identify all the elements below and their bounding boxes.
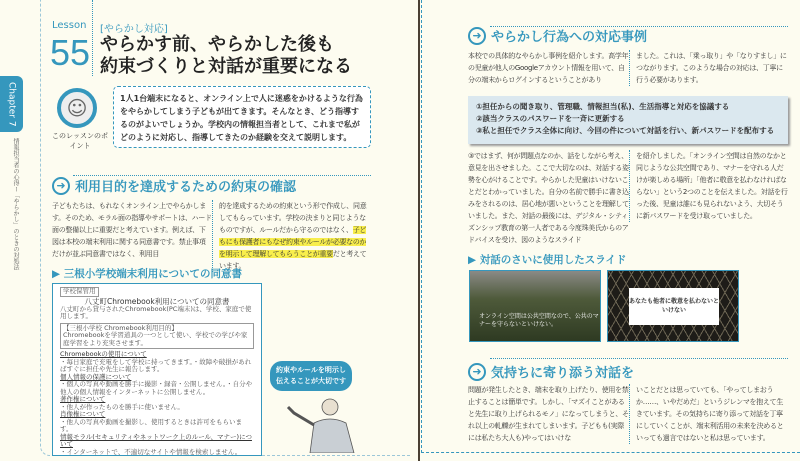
body-text-left: ③ではまず、何が問題点なのか、話をしながら考え、意見を出させました。ここで大切なのは、対話する姿勢を心がけることです。やらかした児童はいけないことだとわかっていました。自分の名前で勝手に書き込みをされるのは、居心地が悪いということを理解していました。また、対話の最後には、デジタル・シティズンシップ教育の第一人者である今度珠美氏からのアドバイスを受け、図のようなスライド bbox=[468, 152, 629, 244]
speech-bubble: 約束やルールを明示し伝えることが大切です bbox=[270, 361, 352, 391]
doc-item-heading: Chromebookの使用について bbox=[60, 350, 147, 358]
doc-item-heading: 肖像権について bbox=[60, 410, 106, 418]
arrow-right-circle-icon: ➜ bbox=[52, 177, 70, 195]
book-spine bbox=[418, 0, 420, 461]
heading-text: 利用目的を達成するための約束の確認 bbox=[75, 180, 297, 195]
body-text-right bbox=[212, 200, 372, 272]
doc-intro: 八丈町から貸与されたChromebook(PC端末)は、学校、家庭で使用します。 bbox=[60, 304, 252, 320]
doc-item-text: ・毎日家庭で充電をして学校に持ってきます。・故障や破損があればすぐに担任や先生に報告します。 bbox=[60, 357, 252, 373]
lesson-number: 55 bbox=[50, 32, 91, 73]
heading-text: やらかし行為への対応事例 bbox=[491, 30, 648, 45]
body-text-left: 子どもたちは、もれなくオンライン上でやらかします。そのため、モラル面の指導やサポートは、ハード面の整備以上に重要だと考えています。例えば、下図は本校の端末利用に関する同意書です。禁止事項だけが並ぶ同意書ではなく、利用目 bbox=[52, 202, 212, 258]
body-text-right: を紹介しました。「オンライン空間は自然のなかと同じような公共空間であり、マナーを守れる人だけが楽しめる場所」「他者に敬意を払わなければならない」という2つのことを伝えました。対話を行った後、児童は誰にも見られないよう、大切そうに新パスワードを受け取っていました。 bbox=[629, 150, 789, 222]
doc-item-text: ・他人が作ったものを勝手に使いません。 bbox=[60, 402, 184, 411]
step-item: ①担任からの聞き取り、管理職、情報担当(私)、生活指導と対応を協議する bbox=[476, 102, 730, 111]
right-page-border bbox=[421, 0, 422, 453]
lesson-category: [やらかし対応] bbox=[100, 24, 168, 35]
divider bbox=[490, 358, 788, 359]
doc-box-text: Chromebookを学習道具の一つとして使い、学校での学びや家庭学習をより充実させます。 bbox=[63, 331, 248, 347]
title-line-1: やらかす前、やらかした後も bbox=[100, 34, 334, 55]
author-avatar: ☺ bbox=[57, 88, 97, 128]
lesson-label: Lesson bbox=[52, 20, 87, 31]
doc-item-text: ・他人の写真や動画を撮影し、使用するときは許可をもらいます。 bbox=[60, 417, 242, 433]
subheading: ▶ 三根小学校端末利用についての同意書 bbox=[52, 268, 243, 280]
step-item: ③私と担任でクラス全体に向け、今回の件について対話を行い、新パスワードを配布する bbox=[476, 126, 775, 135]
page-title bbox=[100, 34, 400, 78]
title-line-2: 約束づくりと対話が重要になる bbox=[100, 56, 352, 77]
doc-item-heading: 情報モラル(セキュリティやネットワーク上のルール、マナー)について bbox=[60, 432, 252, 448]
teacher-illustration bbox=[280, 395, 370, 453]
body-text-left: 本校での具体的なやらかし事例を紹介します。高学年の児童が他人のGoogleアカウント情報を用いて、自分の端末からログインするということがあり bbox=[468, 52, 629, 84]
chapter-tab[interactable]: Chapter 7 bbox=[0, 76, 23, 132]
slide-caption: あなたも他者に敬意を払わないといけない bbox=[629, 288, 719, 325]
section-heading bbox=[468, 362, 634, 381]
slide-image-nature bbox=[469, 270, 601, 342]
body-text-left: 問題が発生したとき、端末を取り上げたり、使用を禁止することは簡単です。しかし、「マズイことがあると先生に取り上げられるモノ」になってしまうと、それ以上の軋轢が生まれてしまいます。子どもも(実際には私たち大人も)やってはいけな bbox=[468, 386, 629, 442]
arrow-right-circle-icon: ➜ bbox=[468, 363, 486, 381]
subheading: ▶ 対話のさいに使用したスライド bbox=[468, 254, 627, 266]
doc-box-title: 【三根小学校 Chromebook利用目的】 bbox=[63, 323, 178, 332]
slide-caption: オンライン空間は公共空間なので、公共のマナーを守らないといけない。 bbox=[479, 313, 599, 328]
right-page-bottom-border bbox=[421, 452, 800, 453]
agreement-document bbox=[52, 283, 262, 456]
doc-item-text: ・個人の写真や動画を勝手に撮影・録音・公開しません。・自分や他人の個人情報をインターネットに公開しません。 bbox=[60, 380, 253, 396]
text: だと考えています。 bbox=[219, 250, 367, 270]
divider bbox=[92, 0, 93, 76]
doc-tag: 学校保管用 bbox=[60, 287, 99, 297]
body-text-right: ました。これは、「乗っ取り」や「なりすまし」につながります。このような場合の対応は、丁寧に行う必要があります。 bbox=[629, 50, 789, 86]
highlighted-text: 子どもにも保護者にもなぜ約束やルールが必要なのかを明示して理解してもらうことが重要 bbox=[219, 226, 367, 258]
doc-item-heading: 著作権について bbox=[60, 395, 106, 403]
heading-text: 気持ちに寄り添う対話を bbox=[491, 366, 635, 381]
doc-title: 八丈町Chromebook利用についての同意書 bbox=[84, 296, 230, 306]
slide-image-pattern bbox=[607, 270, 739, 342]
arrow-right-circle-icon: ➜ bbox=[468, 27, 486, 45]
doc-purpose-box bbox=[60, 323, 254, 350]
body-text-right: いことだとは思っていても、「やってしまおうか……、いやだめだ」というジレンマを抱えて生きています。その気持ちに寄り添って対話を丁寧にしていくことが、端末利活用の未来を決めるといっても過言ではないと私は思っています。 bbox=[629, 384, 789, 444]
doc-item-text: ・インターネットで、不適切なサイトや情報を検索しません。 bbox=[60, 447, 242, 456]
lesson-point-box: 1人1台端末になると、オンライン上で人に迷惑をかけるような行為をやらかしてしまう子どもが出てきます。そんなとき、どう指導するのがよいでしょうか。学校内の情報担当者として、これまで私がどのように対応し、指導してきたのか経験を交えて説明します。 bbox=[113, 86, 371, 148]
point-label: このレッスンのポイント bbox=[52, 132, 108, 150]
section-heading bbox=[52, 176, 296, 195]
section-heading bbox=[468, 26, 647, 45]
chapter-section-title: 情報担当者の心得ー「やらかし」のときの対処法 bbox=[12, 138, 19, 270]
text: 的を達成するための約束という形で作成し、同意してもらっています。学校の決まりと同じようなものですが、ルールだから守るのではなく、 bbox=[219, 202, 367, 234]
steps-box bbox=[468, 96, 788, 144]
step-item: ②該当クラスのパスワードを一斉に更新する bbox=[476, 114, 625, 123]
doc-item-heading: 個人情報の保護について bbox=[60, 372, 132, 381]
